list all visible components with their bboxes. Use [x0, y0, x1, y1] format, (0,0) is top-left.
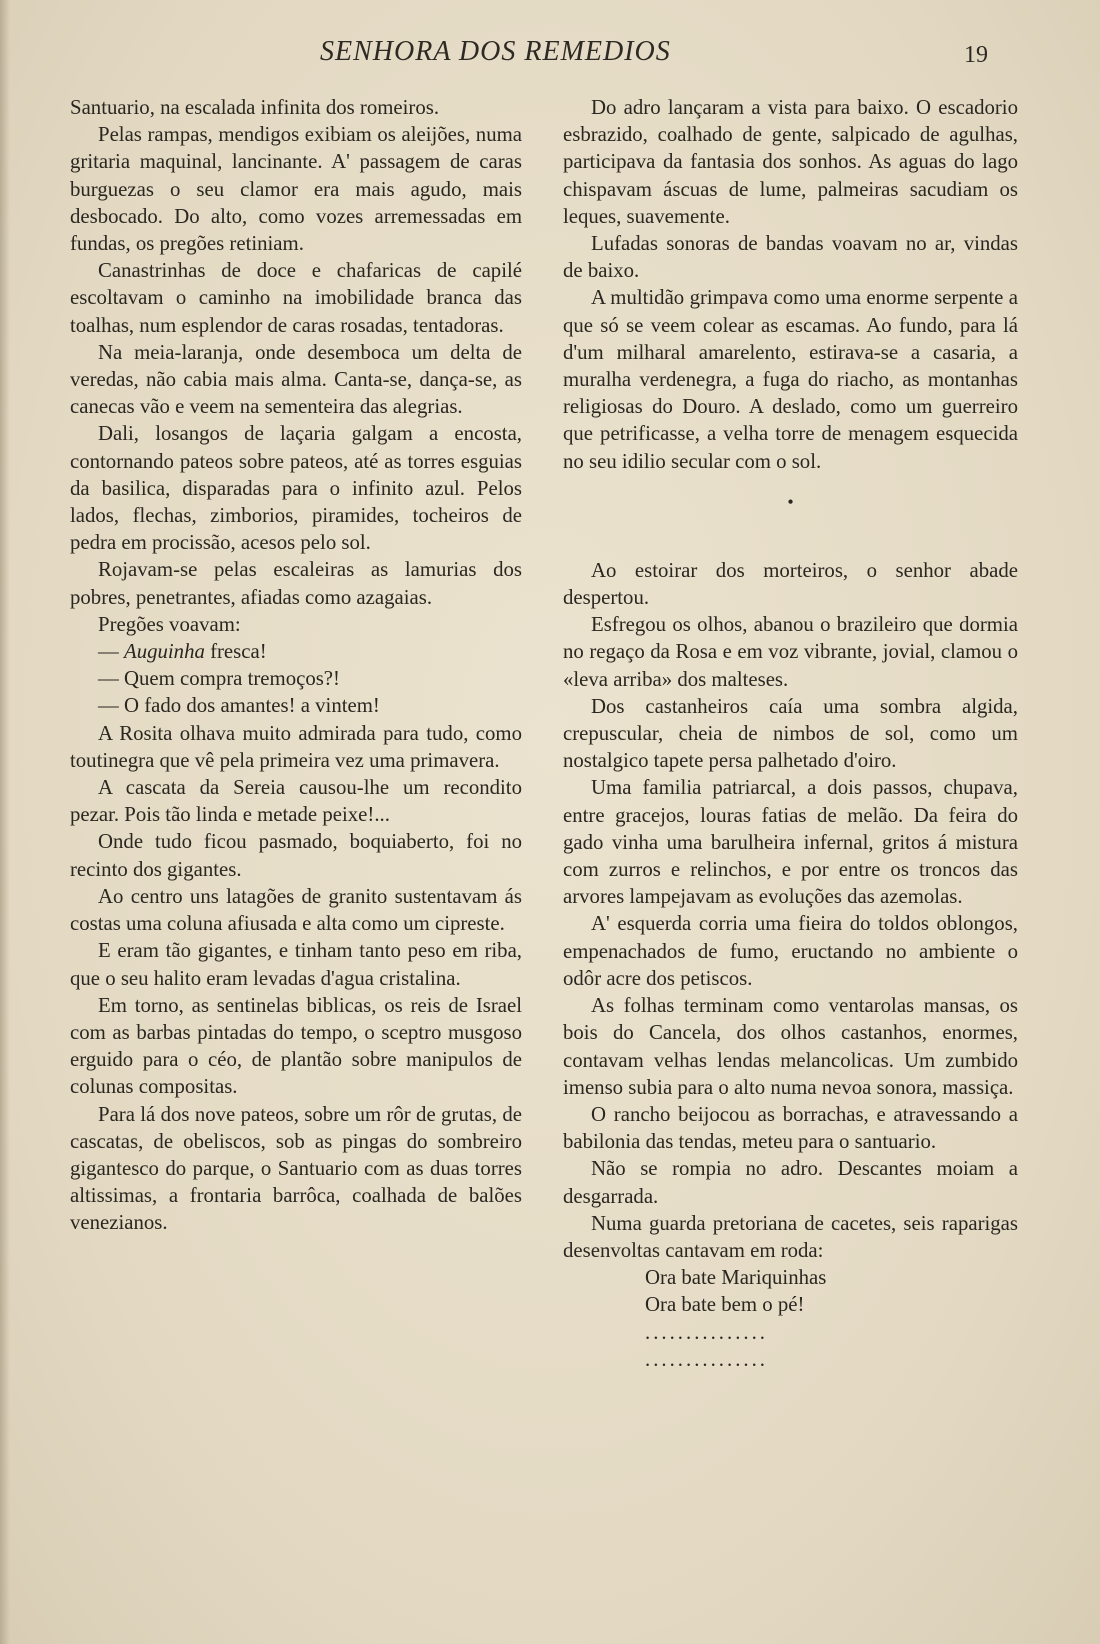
running-title: SENHORA DOS REMEDIOS: [320, 36, 671, 67]
paragraph: Uma familia patriarcal, a dois passos, chupava, entre gracejos, louras fatias de melão. Da feira do gado vinha uma barulheira infernal, gritos á mistura com zurros e relinchos, e por entre os troncos das arvores lampejavam as evoluções das azemolas.: [563, 776, 1018, 909]
paragraph: Pregões voavam:: [98, 612, 241, 636]
paragraph: Dos castanheiros caía uma sombra algida, crepuscular, cheia de nimbos de sol, como um nostalgico tapete persa palhetado d'oiro.: [563, 694, 1018, 773]
paragraph: Lufadas sonoras de bandas voavam no ar, vindas de baixo.: [563, 232, 1018, 283]
paragraph: A' esquerda corria uma fieira do toldos oblongos, empenachados de fumo, eructando no ambiente o odôr acre dos petiscos.: [563, 912, 1018, 990]
page-header: [0, 36, 1100, 76]
paragraph: Ao estoirar dos morteiros, o senhor abade despertou.: [563, 558, 1018, 610]
section-divider: •: [787, 491, 794, 512]
paragraph: Do adro lançaram a vista para baixo. O escadorio esbrazido, coalhado de gente, salpicado de agulhas, participava da fantasia dos sonhos. As aguas do lago chispavam áscuas de lume, palmeiras sacudiam os leques, suavemente.: [563, 96, 1018, 228]
song-verse: [563, 1264, 1018, 1373]
paragraph: Em torno, as sentinelas biblicas, os reis de Israel com as barbas pintadas do tempo, o sceptro musgoso erguido para o céo, de plantão sobre manipulos de colunas compositas.: [70, 993, 522, 1099]
dialogue-line: [70, 665, 522, 692]
paragraph: Dali, losangos de laçaria galgam a encosta, contornando pateos sobre pateos, até as torres esguias da basilica, disparadas para o infinito azul. Pelos lados, flechas, zimborios, piramides, tocheiros de pedra em procissão, acesos pelo sol.: [70, 422, 522, 555]
paragraph: A Rosita olhava muito admirada para tudo, como toutinegra que vê pela primeira vez uma primavera.: [70, 721, 522, 772]
paragraph: A multidão grimpava como uma enorme serpente a que só se veem colear as escamas. Ao fundo, para lá d'um milharal amarelento, estirava-se a casaria, a muralha verdenegra, a fuga do riacho, as montanhas religiosas do Douro. A deslado, como um guerreiro que petrificasse, a velha torre de menagem esquecida no seu idilio secular com o sol.: [563, 286, 1018, 473]
paragraph: Santuario, na escalada infinita dos romeiros.: [70, 96, 440, 119]
paragraph: Rojavam-se pelas escaleiras as lamurias dos pobres, penetrantes, afiadas como azagaias.: [70, 558, 522, 609]
verse-line: Ora bate Mariquinhas: [645, 1266, 827, 1290]
paragraph: Numa guarda pretoriana de cacetes, seis raparigas desenvoltas cantavam em roda:: [563, 1211, 1018, 1262]
verse-line: ...............: [645, 1347, 768, 1371]
paragraph: Esfregou os olhos, abanou o brazileiro que dormia no regaço da Rosa e em voz vibrante, jovial, clamou o «leva arriba» dos malteses.: [563, 613, 1018, 691]
dialogue-line: [70, 692, 522, 719]
paragraph: A cascata da Sereia causou-lhe um recondito pezar. Pois tão linda e metade peixe!...: [70, 776, 522, 827]
paragraph: Para lá dos nove pateos, sobre um rôr de grutas, de cascatas, de obeliscos, sob as pingas do sombreiro gigantesco do parque, o Santuario com as duas torres altissimas, a frontaria barrôca, coalhada de balões venezianos.: [70, 1102, 522, 1235]
dialogue-text: —: [98, 640, 124, 664]
paragraph: Onde tudo ficou pasmado, boquiaberto, foi no recinto dos gigantes.: [70, 830, 522, 881]
paragraph: As folhas terminam como ventarolas mansas, os bois do Cancela, dos olhos castanhos, enormes, contavam velhas lendas melancolicas. Um zumbido imenso subia para o alto numa nevoa sonora, massiça.: [563, 994, 1018, 1099]
verse-line: ...............: [645, 1320, 768, 1344]
right-text-column: [563, 94, 1018, 1373]
paragraph: Não se rompia no adro. Descantes moiam a desgarrada.: [563, 1157, 1018, 1208]
left-text-column: [70, 94, 522, 1237]
paragraph: E eram tão gigantes, e tinham tanto peso em riba, que o seu halito eram levadas d'agua cristalina.: [70, 939, 522, 990]
dialogue-text: — O fado dos amantes! a vintem!: [98, 694, 380, 718]
dialogue-text: fresca!: [204, 640, 267, 664]
page-gutter-shadow: [0, 0, 10, 1644]
page-number: 19: [964, 42, 988, 68]
dialogue-line: [70, 638, 522, 665]
dialogue-text: — Quem compra tremoços?!: [98, 667, 340, 691]
paragraph: Ao centro uns latagões de granito sustentavam ás costas uma coluna afiusada e alta como um cipreste.: [70, 884, 522, 936]
paragraph: Na meia-laranja, onde desemboca um delta de veredas, não cabia mais alma. Canta-se, dança-se, as canecas vão e veem na sementeira das alegrias.: [70, 340, 522, 419]
verse-line: Ora bate bem o pé!: [645, 1293, 805, 1317]
paragraph: Pelas rampas, mendigos exibiam os aleijões, numa gritaria maquinal, lancinante. A' passagem de caras burguezas o seu clamor era mais agudo, mais desbocado. Do alto, como vozes arremessadas em fundas, os pregões retiniam.: [70, 123, 522, 256]
italic-word: Auguinha: [124, 640, 205, 664]
paragraph: O rancho beijocou as borrachas, e atravessando a babilonia das tendas, meteu para o santuario.: [563, 1102, 1018, 1154]
paragraph: Canastrinhas de doce e chafaricas de capilé escoltavam o caminho na imobilidade branca das toalhas, num esplendor de caras rosadas, tentadoras.: [70, 259, 522, 337]
